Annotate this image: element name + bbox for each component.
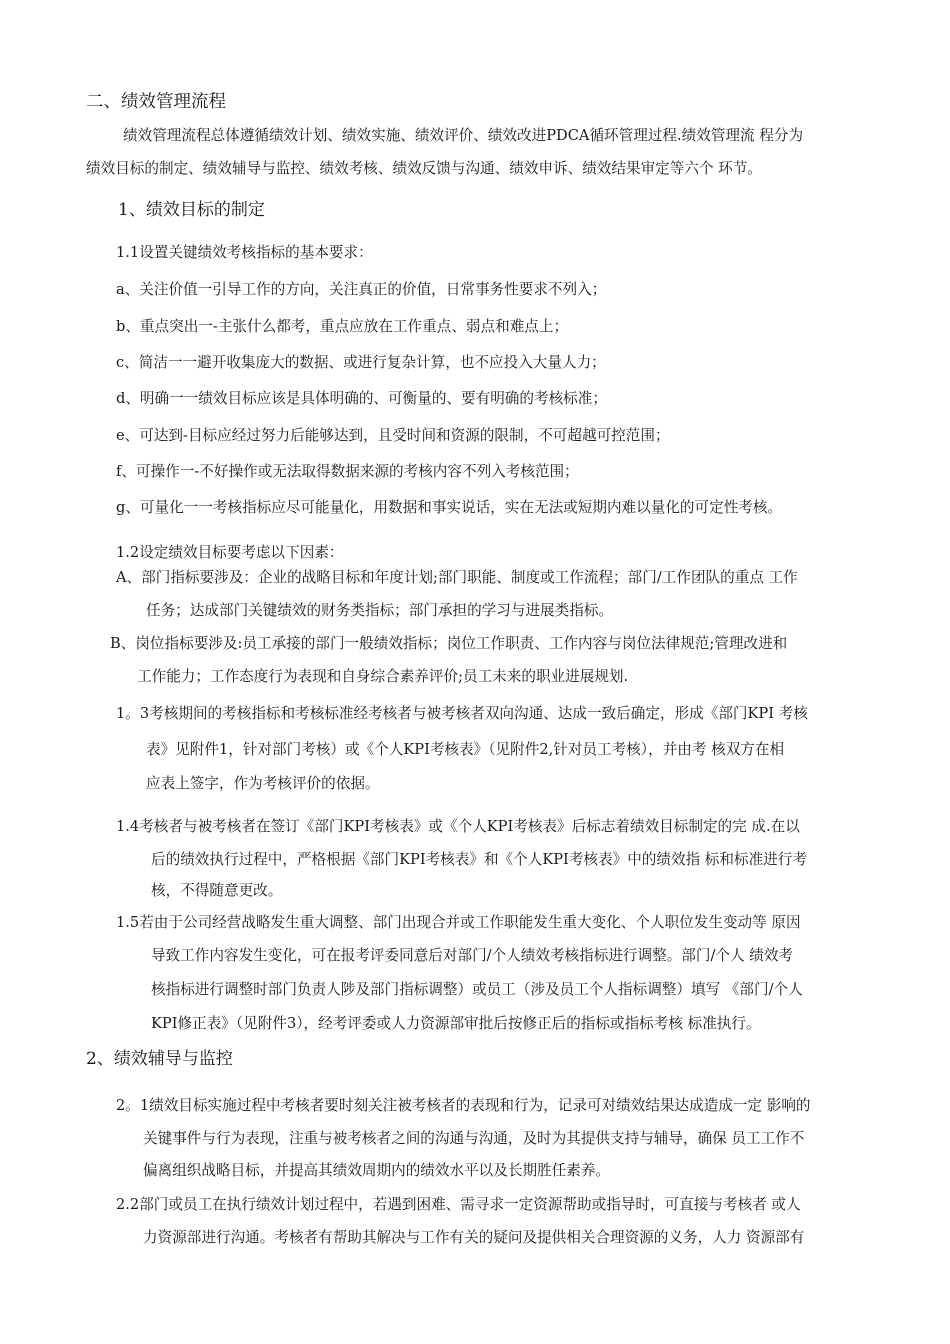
clause-line: 1.5若由于公司经营战略发生重大调整、部门出现合并或工作职能发生重大变化、个人职位发生变动等 原因 [116, 914, 801, 931]
clause-line: 2.2部门或员工在执行绩效计划过程中，若遇到困难、需寻求一定资源帮助或指导时，可直接与考核者 或人 [116, 1196, 801, 1213]
section-heading: 二、绩效管理流程 [86, 92, 226, 112]
clause-title: 1.2设定绩效目标要考虑以下因素： [116, 544, 344, 561]
intro-line: 绩效管理流程总体遵循绩效计划、绩效实施、绩效评价、绩效改进PDCA循环管理过程.绩效管理流 程分为 [123, 127, 804, 144]
clause-line: 关键事件与行为表现，注重与被考核者之间的沟通与沟通，及时为其提供支持与辅导，确保 员工工作不 [143, 1130, 805, 1147]
requirement-item: d、明确一一绩效目标应该是具体明确的、可衡量的、要有明确的考核标准； [116, 390, 607, 407]
clause-line: 表》见附件1，针对部门考核）或《个人KPI考核表》（见附件2,针对员工考核），并由考 核双方在相 [146, 741, 785, 758]
intro-line: 绩效目标的制定、绩效辅导与监控、绩效考核、绩效反馈与沟通、绩效申诉、绩效结果审定等六个 环节。 [86, 160, 762, 177]
clause-line: 1.4考核者与被考核者在签订《部门KPI考核表》或《个人KPI考核表》后标志着绩效目标制定的完 成.在以 [116, 818, 800, 835]
requirement-item: a、关注价值一引导工作的方向，关注真正的价值，日常事务性要求不列入； [116, 281, 607, 298]
clause-line: 1。3考核期间的考核指标和考核标准经考核者与被考核者双向沟通、达成一致后确定，形成《部门KPI 考核 [116, 705, 808, 722]
requirement-item: e、可达到-目标应经过努力后能够达到，且受时间和资源的限制，不可超越可控范围； [116, 427, 670, 444]
requirement-item: c、简洁一一避开收集庞大的数据、或进行复杂计算，也不应投入大量人力； [116, 354, 606, 371]
subsection-heading: 2、绩效辅导与监控 [86, 1049, 233, 1069]
requirement-item: f、可操作一-不好操作或无法取得数据来源的考核内容不列入考核范围； [116, 463, 579, 480]
clause-line: 力资源部进行沟通。考核者有帮助其解决与工作有关的疑问及提供相关合理资源的义务，人力 资源部有 [143, 1229, 805, 1246]
factor-line: 工作能力；工作态度行为表现和自身综合素养评价;员工未来的职业进展规划. [137, 668, 629, 685]
clause-line: 偏离组织战略目标，并提高其绩效周期内的绩效水平以及长期胜任素养。 [143, 1162, 611, 1179]
clause-line: 核指标进行调整时部门负责人陟及部门指标调整）或员工（涉及员工个人指标调整）填写 《部门/个人 [151, 981, 803, 998]
clause-line: 应表上签字，作为考核评价的依据。 [146, 775, 380, 792]
clause-line: 导致工作内容发生变化，可在报考评委同意后对部门/个人绩效考核指标进行调整。部门/个人 绩效考 [151, 947, 794, 964]
factor-line: 任务；达成部门关键绩效的财务类指标；部门承担的学习与进展类指标。 [146, 602, 614, 619]
clause-title: 1.1设置关键绩效考核指标的基本要求： [116, 244, 373, 261]
subsection-heading: 1、绩效目标的制定 [118, 200, 265, 220]
factor-line: B、岗位指标要涉及:员工承接的部门一般绩效指标；岗位工作职责、工作内容与岗位法律规范;管理改进和 [110, 635, 788, 652]
clause-line: 2。1绩效目标实施过程中考核者要时刻关注被考核者的表现和行为，记录可对绩效结果达成造成一定 影响的 [116, 1097, 811, 1114]
requirement-item: b、重点突出一-主张什么都考，重点应放在工作重点、弱点和难点上； [116, 318, 569, 335]
factor-line: A、部门指标要涉及：企业的战略目标和年度计划;部门职能、制度或工作流程；部门/工作团队的重点 工作 [116, 569, 798, 586]
clause-line: KPI修正表》（见附件3），经考评委或人力资源部审批后按修正后的指标或指标考核 标准执行。 [151, 1015, 761, 1032]
requirement-item: g、可量化一一考核指标应尽可能量化，用数据和事实说话，实在无法或短期内难以量化的可定性考核。 [116, 499, 783, 516]
clause-line: 核，不得随意更改。 [151, 882, 283, 899]
clause-line: 后的绩效执行过程中，严格根据《部门KPI考核表》和《个人KPI考核表》中的绩效指 标和标准进行考 [151, 851, 807, 868]
